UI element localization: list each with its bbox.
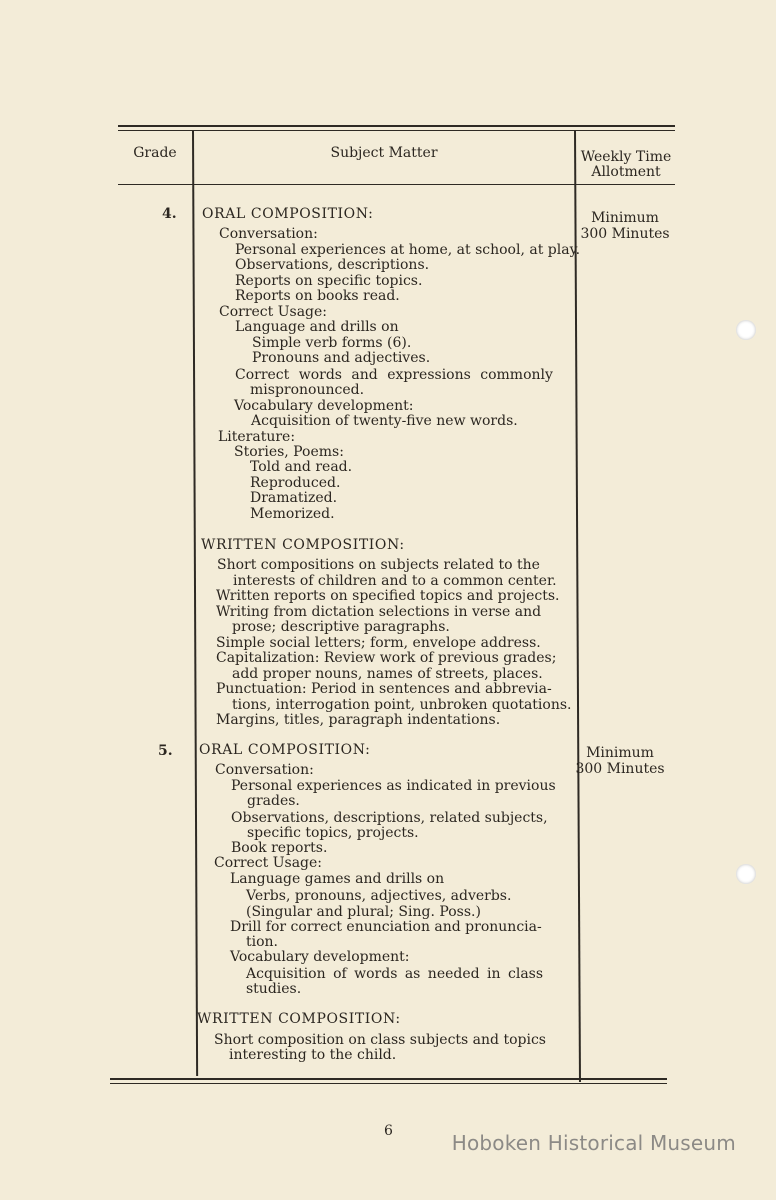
top-rule-1: [118, 125, 675, 127]
section-heading: ORAL COMPOSITION:: [199, 742, 371, 758]
section-heading: ORAL COMPOSITION:: [202, 206, 374, 222]
text-line: Vocabulary development:: [234, 398, 414, 414]
text-line: Simple social letters; form, envelope address.: [216, 635, 541, 651]
text-line: Pronouns and adjectives.: [252, 350, 431, 366]
text-line: studies.: [246, 981, 302, 997]
text-line: Verbs, pronouns, adjectives, adverbs.: [246, 888, 512, 904]
subheading: Conversation:: [219, 226, 318, 242]
bottom-rule-2: [110, 1083, 667, 1084]
section-heading: WRITTEN COMPOSITION:: [197, 1011, 401, 1027]
subheading: Conversation:: [215, 762, 314, 778]
page-number: 6: [384, 1123, 393, 1139]
header-subject-matter: Subject Matter: [330, 145, 438, 161]
text-line: Margins, titles, paragraph indentations.: [216, 712, 501, 728]
text-line: Reports on books read.: [235, 288, 400, 304]
text-line: tions, interrogation point, unbroken quotations.: [232, 697, 572, 713]
time-allotment-minutes: 300 Minutes: [580, 226, 670, 242]
subheading: Correct Usage:: [214, 855, 323, 871]
text-line: Reproduced.: [250, 475, 341, 491]
text-line: Personal experiences as indicated in previous: [231, 778, 556, 794]
subheading: Literature:: [218, 429, 296, 445]
text-line: interests of children and to a common center.: [233, 573, 557, 589]
grade-number: 5.: [158, 743, 173, 759]
section-heading: WRITTEN COMPOSITION:: [201, 537, 405, 553]
text-line: mispronounced.: [250, 382, 365, 398]
text-line: specific topics, projects.: [247, 825, 419, 841]
text-line: add proper nouns, names of streets, places.: [232, 666, 543, 682]
header-allotment: Allotment: [591, 164, 661, 180]
subheading: Correct Usage:: [219, 304, 328, 320]
text-line: Punctuation: Period in sentences and abbrevia-: [216, 681, 552, 697]
text-line: prose; descriptive paragraphs.: [232, 619, 450, 635]
text-line: Writing from dictation selections in verse and: [216, 604, 542, 620]
text-line: Acquisition of twenty-five new words.: [251, 413, 518, 429]
text-line: Language games and drills on: [230, 871, 445, 887]
grade-number: 4.: [162, 206, 177, 222]
time-allotment-minimum: Minimum: [586, 745, 654, 761]
time-allotment-minutes: 300 Minutes: [575, 761, 665, 777]
text-line: Book reports.: [231, 840, 328, 856]
column-divider-right: [574, 130, 581, 1082]
text-line: Told and read.: [250, 459, 353, 475]
text-line: Drill for correct enunciation and pronuncia-: [230, 919, 542, 935]
text-line: Capitalization: Review work of previous grades;: [216, 650, 557, 666]
text-line: Vocabulary development:: [230, 949, 410, 965]
column-divider-left: [192, 130, 198, 1076]
header-rule: [118, 184, 675, 185]
text-line: Reports on specific topics.: [235, 273, 423, 289]
bottom-rule-1: [110, 1078, 667, 1080]
top-rule-2: [118, 130, 675, 131]
text-line: Stories, Poems:: [234, 444, 344, 460]
binder-hole: [736, 864, 756, 884]
text-line: Dramatized.: [250, 490, 338, 506]
text-line: Observations, descriptions.: [235, 257, 430, 273]
text-line: tion.: [246, 934, 278, 950]
text-line: Simple verb forms (6).: [252, 335, 412, 351]
text-line: interesting to the child.: [229, 1047, 397, 1063]
text-line: Acquisition of words as needed in class: [246, 966, 544, 982]
text-line: Short compositions on subjects related to the: [217, 557, 540, 573]
museum-watermark: Hoboken Historical Museum: [451, 1131, 736, 1155]
text-line: Written reports on specified topics and projects.: [216, 588, 560, 604]
text-line: Observations, descriptions, related subjects,: [231, 810, 548, 826]
text-line: Short composition on class subjects and topics: [214, 1032, 546, 1048]
header-weekly-time: Weekly Time: [580, 149, 672, 165]
text-line: Language and drills on: [235, 319, 399, 335]
binder-hole: [736, 320, 756, 340]
time-allotment-minimum: Minimum: [591, 210, 659, 226]
text-line: Personal experiences at home, at school, at play.: [235, 242, 581, 258]
text-line: Correct words and expressions commonly: [235, 367, 553, 383]
text-line: Memorized.: [250, 506, 335, 522]
text-line: (Singular and plural; Sing. Poss.): [246, 904, 481, 920]
header-grade: Grade: [133, 145, 177, 161]
text-line: grades.: [247, 793, 300, 809]
